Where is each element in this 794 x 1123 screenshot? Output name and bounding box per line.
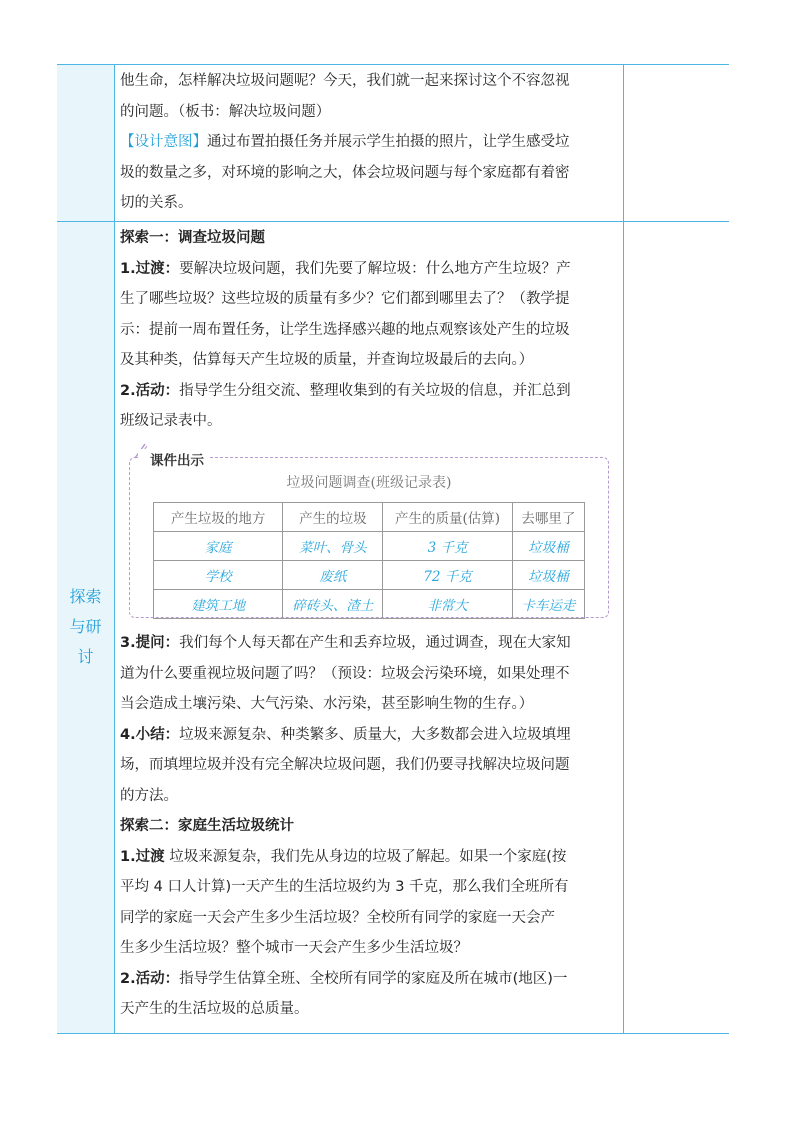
item-label: 4.小结： bbox=[120, 726, 180, 743]
text-line: 天产生的生活垃圾的总质量。 bbox=[120, 1001, 309, 1017]
table-cell: 废纸 bbox=[283, 561, 383, 590]
table-cell: 垃圾桶 bbox=[512, 561, 584, 590]
item-label: 1.过渡 bbox=[120, 848, 165, 865]
table-row bbox=[154, 532, 585, 561]
table-cell: 非常大 bbox=[383, 590, 512, 619]
side-label-line: 与研 bbox=[69, 617, 102, 636]
explore-one-heading: 探索一：调查垃圾问题 bbox=[120, 230, 265, 246]
text-line: 切的关系。 bbox=[120, 195, 193, 211]
item-text: 垃圾来源复杂，我们先从身边的垃圾了解起。如果一个家庭(按 bbox=[164, 848, 567, 865]
table-cell: 学校 bbox=[154, 561, 283, 590]
column-divider-2 bbox=[623, 64, 624, 1034]
text-line: 同学的家庭一天会产生多少生活垃圾？全校所有同学的家庭一天会产 bbox=[120, 909, 555, 926]
table-cell: 菜叶、骨头 bbox=[283, 532, 383, 561]
item-text: 垃圾来源复杂、种类繁多、质量大，大多数都会进入垃圾填埋 bbox=[179, 726, 571, 743]
table-bottom-border bbox=[57, 1033, 729, 1034]
item-text: 我们每个人每天都在产生和丢弃垃圾，通过调查，现在大家知 bbox=[179, 635, 571, 651]
side-label bbox=[57, 582, 114, 672]
table-header-row bbox=[154, 503, 585, 532]
design-intent-text: 通过布置拍摄任务并展示学生拍摄的照片，让学生感受垃 bbox=[207, 134, 570, 150]
column-header: 产生的垃圾 bbox=[283, 503, 383, 532]
left-column-top-shade bbox=[57, 64, 114, 221]
column-divider-1 bbox=[114, 64, 115, 1034]
item-line bbox=[120, 720, 618, 751]
item-text: 指导学生估算全班、全校所有同学的家庭及所在城市(地区)一 bbox=[179, 970, 568, 987]
text-line: 示：提前一周布置任务，让学生选择感兴趣的地点观察该处产生的垃圾 bbox=[120, 321, 570, 338]
text-line: 及其种类，估算每天产生垃圾的质量，并查询垃圾最后的去向。） bbox=[120, 352, 534, 368]
text-line: 平均 4 口人计算)一天产生的生活垃圾约为 3 千克，那么我们全班所有 bbox=[120, 879, 569, 895]
text-line: 他生命，怎样解决垃圾问题呢？今天，我们就一起来探讨这个不容忽视 bbox=[120, 73, 570, 89]
column-header: 产生的质量(估算) bbox=[383, 503, 512, 532]
explore-two-heading: 探索二：家庭生活垃圾统计 bbox=[120, 818, 294, 834]
text-line: 圾的数量之多，对环境的影响之大，体会垃圾问题与每个家庭都有着密 bbox=[120, 164, 570, 181]
text-line: 班级记录表中。 bbox=[120, 413, 222, 429]
design-intent-line bbox=[120, 127, 618, 158]
column-header: 去哪里了 bbox=[512, 503, 584, 532]
text-line: 当会造成土壤污染、大气污染、水污染，甚至影响生物的生存。） bbox=[120, 696, 534, 712]
item-line bbox=[120, 964, 618, 995]
item-line bbox=[120, 254, 618, 285]
survey-table bbox=[153, 502, 585, 619]
table-row bbox=[154, 590, 585, 619]
table-cell: 垃圾桶 bbox=[512, 532, 584, 561]
survey-table-title: 垃圾问题调查(班级记录表) bbox=[286, 475, 452, 491]
text-line: 生了哪些垃圾？这些垃圾的质量有多少？它们都到哪里去了？（教学提 bbox=[120, 291, 570, 307]
text-line: 的方法。 bbox=[120, 787, 178, 804]
table-cell: 建筑工地 bbox=[154, 590, 283, 619]
table-cell: 3 千克 bbox=[383, 532, 512, 561]
text-line: 的问题。（板书：解决垃圾问题） bbox=[120, 103, 331, 120]
item-line bbox=[120, 376, 618, 407]
explore-one-continued bbox=[120, 628, 618, 1025]
design-intent-label: 【设计意图】 bbox=[120, 134, 207, 150]
table-cell: 卡车运走 bbox=[512, 590, 584, 619]
column-header: 产生垃圾的地方 bbox=[154, 503, 283, 532]
table-row bbox=[154, 561, 585, 590]
item-label: 1.过渡： bbox=[120, 260, 180, 277]
section-divider bbox=[57, 221, 729, 222]
table-cell: 72 千克 bbox=[383, 561, 512, 590]
item-label: 3.提问： bbox=[120, 635, 180, 651]
table-cell: 碎砖头、渣土 bbox=[283, 590, 383, 619]
item-line bbox=[120, 842, 618, 873]
item-text: 指导学生分组交流、整理收集到的有关垃圾的信息，并汇总到 bbox=[179, 382, 571, 399]
item-text: 要解决垃圾问题，我们先要了解垃圾：什么地方产生垃圾？产 bbox=[179, 260, 571, 277]
side-label-line: 探索 bbox=[69, 587, 102, 606]
text-line: 场，而填埋垃圾并没有完全解决垃圾问题，我们仍要寻找解决垃圾问题 bbox=[120, 757, 570, 773]
text-line: 道为什么要重视垃圾问题了吗？（预设：垃圾会污染环境，如果处理不 bbox=[120, 665, 570, 682]
item-label: 2.活动： bbox=[120, 970, 180, 987]
item-label: 2.活动： bbox=[120, 382, 180, 399]
side-label-line: 讨 bbox=[77, 647, 94, 666]
table-cell: 家庭 bbox=[154, 532, 283, 561]
intro-section bbox=[120, 66, 618, 219]
courseware-tag: 课件出示 bbox=[138, 449, 210, 469]
item-line bbox=[120, 628, 618, 659]
table-top-border bbox=[57, 64, 729, 65]
explore-one-section bbox=[120, 223, 618, 437]
text-line: 生多少生活垃圾？整个城市一天会产生多少生活垃圾？ bbox=[120, 940, 468, 956]
